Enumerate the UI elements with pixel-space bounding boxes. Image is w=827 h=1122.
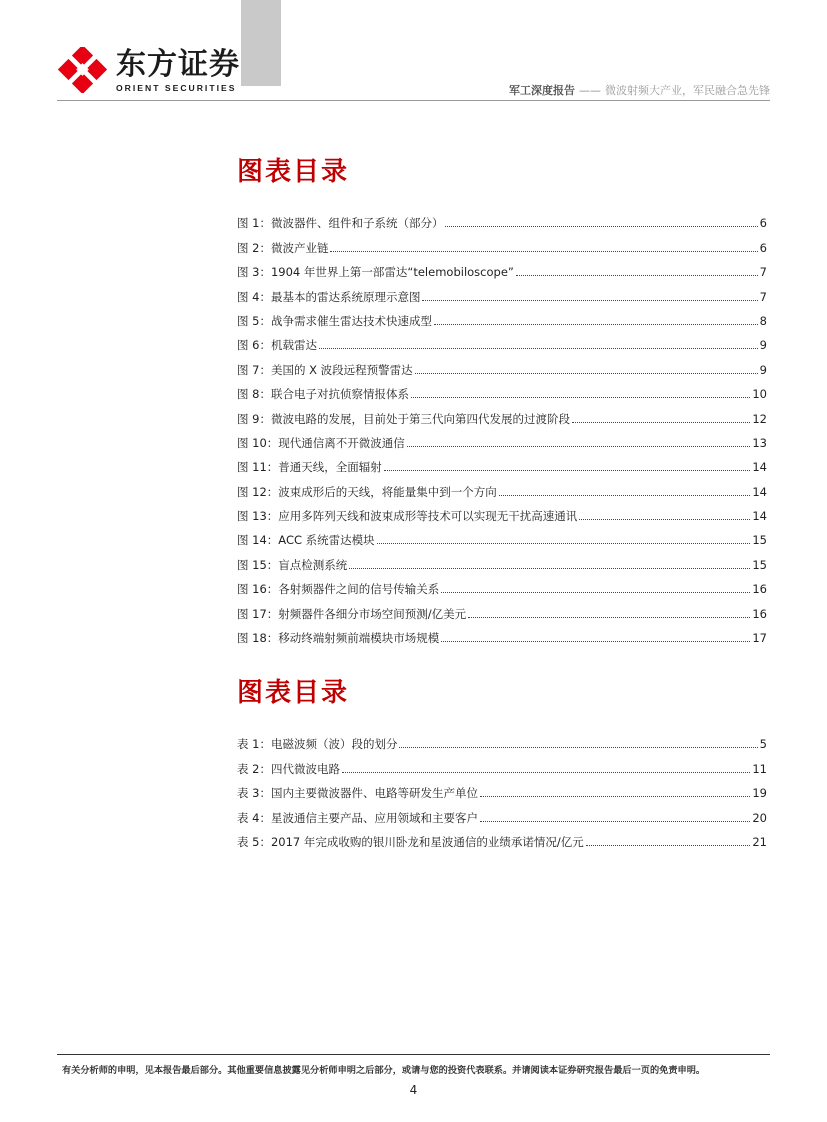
- toc-entry[interactable]: [237, 825, 767, 849]
- toc-entry-label: 图 11：普通天线，全面辐射: [237, 460, 382, 475]
- toc-entry-page: 14: [752, 460, 767, 475]
- toc-entry-label: 表 1：电磁波频（波）段的划分: [237, 737, 398, 752]
- toc-entry[interactable]: [237, 800, 767, 824]
- toc-entry[interactable]: [237, 523, 767, 547]
- toc-dot-leader: [480, 796, 750, 797]
- toc-entry-page: 15: [752, 557, 767, 572]
- footer-divider: [57, 1054, 770, 1055]
- toc-entry-label: 图 12：波束成形后的天线，将能量集中到一个方向: [237, 484, 497, 499]
- toc-entry-page: 10: [752, 387, 767, 402]
- header-divider: [57, 100, 770, 101]
- toc-entry[interactable]: [237, 450, 767, 474]
- toc-dot-leader: [434, 324, 758, 325]
- toc-entry-label: 图 1：微波器件、组件和子系统（部分）: [237, 216, 444, 231]
- toc-entry-label: 表 2：四代微波电路: [237, 761, 340, 776]
- toc-entry[interactable]: [237, 255, 767, 279]
- toc-entry[interactable]: [237, 572, 767, 596]
- toc-entry[interactable]: [237, 304, 767, 328]
- toc-entry-label: 表 4：星波通信主要产品、应用领域和主要客户: [237, 810, 478, 825]
- toc-entry-page: 20: [752, 810, 767, 825]
- toc-entry-label: 图 6：机载雷达: [237, 338, 317, 353]
- tables-toc-list: [237, 727, 767, 849]
- toc-entry-label: 图 5：战争需求催生雷达技术快速成型: [237, 313, 432, 328]
- toc-entry[interactable]: [237, 352, 767, 376]
- tables-toc-title: 图表目录: [237, 678, 350, 708]
- toc-dot-leader: [377, 543, 751, 544]
- toc-entry-page: 12: [752, 411, 767, 426]
- header-gray-tab: [241, 0, 281, 86]
- toc-dot-leader: [445, 226, 757, 227]
- toc-entry-label: 图 14：ACC 系统雷达模块: [237, 533, 375, 548]
- toc-entry-label: 表 5：2017 年完成收购的银川卧龙和星波通信的业绩承诺情况/亿元: [237, 834, 584, 849]
- toc-entry-page: 13: [752, 435, 767, 450]
- toc-dot-leader: [499, 495, 751, 496]
- toc-entry-page: 16: [752, 582, 767, 597]
- toc-entry[interactable]: [237, 621, 767, 645]
- toc-entry-page: 7: [759, 289, 767, 304]
- toc-entry-page: 6: [759, 216, 767, 231]
- toc-dot-leader: [411, 397, 750, 398]
- toc-entry-label: 图 2：微波产业链: [237, 240, 329, 255]
- toc-entry-page: 17: [752, 631, 767, 646]
- toc-entry[interactable]: [237, 401, 767, 425]
- toc-dot-leader: [422, 300, 757, 301]
- toc-dot-leader: [349, 568, 750, 569]
- toc-entry[interactable]: [237, 547, 767, 571]
- toc-entry-label: 图 7：美国的 X 波段远程预警雷达: [237, 362, 413, 377]
- toc-entry[interactable]: [237, 230, 767, 254]
- report-header: [509, 82, 770, 98]
- orient-logo-icon: [58, 47, 108, 93]
- report-subtitle: 微波射频大产业，军民融合急先锋: [605, 84, 770, 97]
- toc-entry-label: 图 18：移动终端射频前端模块市场规模: [237, 631, 440, 646]
- toc-dot-leader: [319, 348, 758, 349]
- toc-entry-page: 5: [759, 737, 767, 752]
- toc-entry-label: 图 13：应用多阵列天线和波束成形等技术可以实现无干扰高速通讯: [237, 509, 578, 524]
- toc-entry[interactable]: [237, 499, 767, 523]
- toc-entry[interactable]: [237, 206, 767, 230]
- toc-dot-leader: [468, 617, 750, 618]
- brand-logo: [58, 47, 240, 97]
- toc-entry-page: 16: [752, 606, 767, 621]
- toc-entry-page: 6: [759, 240, 767, 255]
- toc-dot-leader: [572, 422, 750, 423]
- figures-toc-title: 图表目录: [237, 157, 350, 187]
- toc-entry-page: 15: [752, 533, 767, 548]
- toc-entry-page: 11: [752, 761, 767, 776]
- toc-entry-label: 图 4：最基本的雷达系统原理示意图: [237, 289, 421, 304]
- toc-dot-leader: [399, 747, 757, 748]
- toc-dot-leader: [480, 821, 750, 822]
- toc-dot-leader: [342, 772, 750, 773]
- toc-entry-page: 19: [752, 786, 767, 801]
- toc-dot-leader: [441, 592, 750, 593]
- report-type: 军工深度报告: [509, 84, 575, 97]
- toc-entry[interactable]: [237, 377, 767, 401]
- toc-entry[interactable]: [237, 328, 767, 352]
- figures-toc-list: [237, 206, 767, 645]
- brand-name-en: ORIENT SECURITIES: [116, 83, 237, 93]
- toc-entry-label: 图 8：联合电子对抗侦察情报体系: [237, 387, 409, 402]
- toc-entry[interactable]: [237, 279, 767, 303]
- toc-entry[interactable]: [237, 596, 767, 620]
- toc-entry-page: 21: [752, 834, 767, 849]
- toc-entry-page: 14: [752, 484, 767, 499]
- toc-entry-label: 图 10：现代通信离不开微波通信: [237, 435, 405, 450]
- toc-entry[interactable]: [237, 751, 767, 775]
- toc-entry-page: 7: [759, 265, 767, 280]
- toc-entry[interactable]: [237, 426, 767, 450]
- toc-dot-leader: [579, 519, 750, 520]
- toc-entry-label: 图 17：射频器件各细分市场空间预测/亿美元: [237, 606, 467, 621]
- toc-entry-page: 14: [752, 509, 767, 524]
- toc-dot-leader: [516, 275, 758, 276]
- toc-entry-page: 9: [759, 338, 767, 353]
- toc-entry-label: 图 16：各射频器件之间的信号传输关系: [237, 582, 440, 597]
- toc-dot-leader: [415, 373, 758, 374]
- toc-entry-label: 表 3：国内主要微波器件、电路等研发生产单位: [237, 786, 478, 801]
- toc-entry[interactable]: [237, 727, 767, 751]
- toc-entry-page: 9: [759, 362, 767, 377]
- toc-dot-leader: [407, 446, 751, 447]
- toc-dot-leader: [586, 845, 751, 846]
- toc-dot-leader: [384, 470, 751, 471]
- toc-entry-page: 8: [759, 313, 767, 328]
- toc-entry[interactable]: [237, 474, 767, 498]
- page-number: 4: [409, 1083, 418, 1097]
- toc-entry-label: 图 9：微波电路的发展，目前处于第三代向第四代发展的过渡阶段: [237, 411, 570, 426]
- brand-name-cn: 东方证券: [116, 47, 240, 82]
- toc-dot-leader: [441, 641, 750, 642]
- toc-entry-label: 图 3：1904 年世界上第一部雷达“telemobiloscope”: [237, 265, 514, 280]
- header-separator: ——: [579, 84, 601, 97]
- toc-entry[interactable]: [237, 776, 767, 800]
- toc-entry-label: 图 15：盲点检测系统: [237, 557, 348, 572]
- footer-disclaimer: 有关分析师的申明，见本报告最后部分。其他重要信息披露见分析师申明之后部分，或请与您的投资代表联系。并请阅读本证券研究报告最后一页的免责申明。: [62, 1065, 706, 1076]
- toc-dot-leader: [330, 251, 757, 252]
